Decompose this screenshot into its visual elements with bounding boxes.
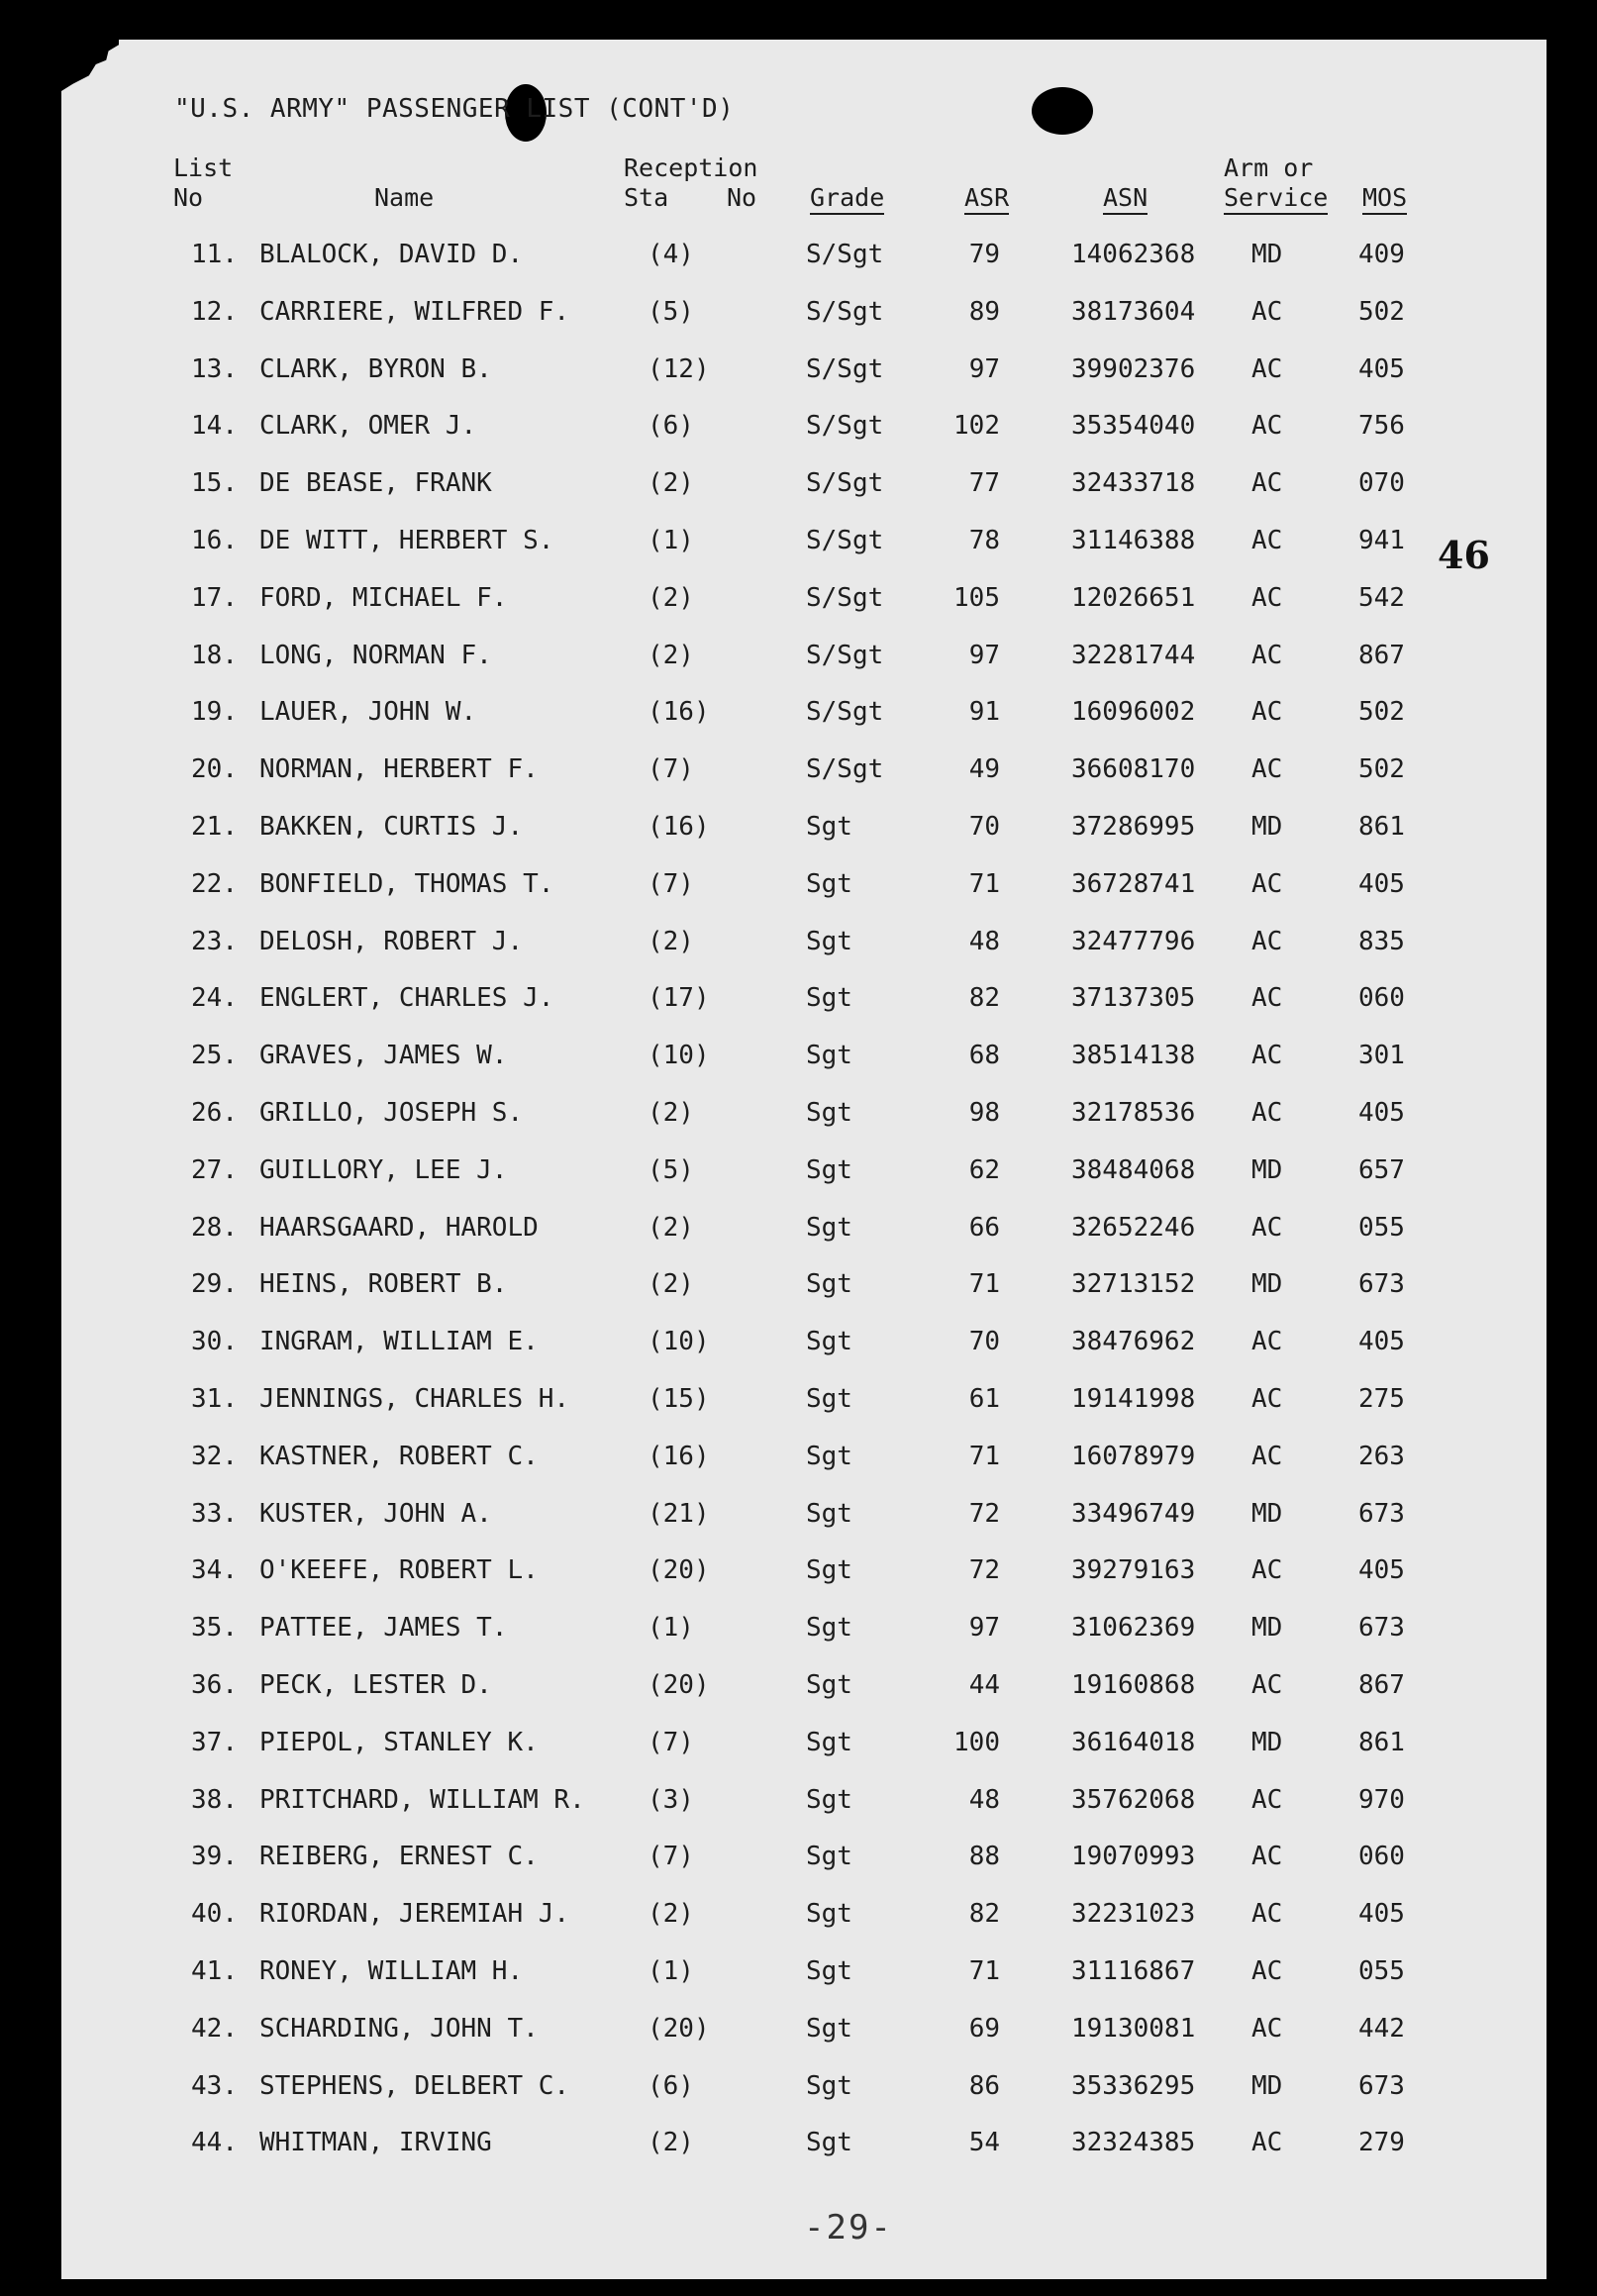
name-cell: BAKKEN, CURTIS J. <box>259 812 524 842</box>
grade-cell: S/Sgt <box>806 468 884 499</box>
arm-cell: AC <box>1251 2128 1283 2158</box>
name-cell: BLALOCK, DAVID D. <box>259 240 524 269</box>
mos-cell: 673 <box>1358 1498 1405 1529</box>
arm-cell: AC <box>1251 697 1283 728</box>
name-cell: GUILLORY, LEE J. <box>259 1154 508 1185</box>
name-cell: JENNINGS, CHARLES H. <box>259 1384 570 1414</box>
arm-cell: AC <box>1251 1327 1283 1357</box>
asr-cell: 71 <box>968 868 1000 899</box>
grade-cell: Sgt <box>806 868 852 899</box>
arm-cell: AC <box>1251 1670 1283 1700</box>
list-number: 33. <box>191 1498 238 1529</box>
mos-cell: 756 <box>1358 411 1405 442</box>
list-number: 29. <box>191 1269 238 1300</box>
asr-cell: 70 <box>968 812 1000 842</box>
grade-cell: Sgt <box>806 1498 852 1529</box>
asr-cell: 71 <box>968 1956 1000 1986</box>
reception-sta: (7) <box>648 1727 694 1757</box>
list-number: 12. <box>191 296 238 327</box>
name-cell: PATTEE, JAMES T. <box>259 1613 508 1644</box>
name-cell: HEINS, ROBERT B. <box>259 1269 508 1300</box>
asn-cell: 35336295 <box>1071 2070 1196 2101</box>
asn-cell: 31146388 <box>1071 526 1196 555</box>
name-cell: NORMAN, HERBERT F. <box>259 754 539 785</box>
name-cell: LONG, NORMAN F. <box>259 640 492 670</box>
arm-cell: MD <box>1251 240 1283 269</box>
mos-cell: 405 <box>1358 1327 1405 1357</box>
mos-cell: 867 <box>1358 1670 1405 1700</box>
list-number: 21. <box>191 812 238 842</box>
asn-cell: 19130081 <box>1071 2013 1196 2044</box>
grade-cell: Sgt <box>806 1784 852 1815</box>
grade-cell: S/Sgt <box>806 754 884 785</box>
grade-cell: Sgt <box>806 1441 852 1471</box>
asr-cell: 98 <box>968 1098 1000 1128</box>
arm-cell: AC <box>1251 1041 1283 1071</box>
list-number: 11. <box>191 240 238 269</box>
arm-cell: AC <box>1251 468 1283 499</box>
name-cell: PIEPOL, STANLEY K. <box>259 1727 539 1757</box>
grade-cell: Sgt <box>806 2013 852 2044</box>
arm-cell: MD <box>1251 1727 1283 1757</box>
reception-sta: (2) <box>648 1269 694 1300</box>
name-cell: WHITMAN, IRVING <box>259 2128 492 2158</box>
arm-cell: MD <box>1251 1613 1283 1644</box>
asr-cell: 105 <box>953 582 1000 613</box>
grade-cell: S/Sgt <box>806 296 884 327</box>
mos-cell: 941 <box>1358 526 1405 555</box>
header-mos: MOS <box>1362 183 1407 215</box>
mos-cell: 405 <box>1358 1555 1405 1586</box>
name-cell: STEPHENS, DELBERT C. <box>259 2070 570 2101</box>
asr-cell: 97 <box>968 353 1000 384</box>
list-number: 16. <box>191 526 238 555</box>
header-grade: Grade <box>810 183 884 215</box>
mos-cell: 502 <box>1358 697 1405 728</box>
name-cell: CLARK, BYRON B. <box>259 353 492 384</box>
asn-cell: 33496749 <box>1071 1498 1196 1529</box>
arm-cell: MD <box>1251 1154 1283 1185</box>
mos-cell: 405 <box>1358 868 1405 899</box>
asn-cell: 32652246 <box>1071 1212 1196 1243</box>
arm-cell: AC <box>1251 2013 1283 2044</box>
list-number: 28. <box>191 1212 238 1243</box>
grade-cell: S/Sgt <box>806 526 884 555</box>
asn-cell: 39902376 <box>1071 353 1196 384</box>
reception-sta: (20) <box>648 1670 710 1700</box>
arm-cell: AC <box>1251 353 1283 384</box>
reception-sta: (1) <box>648 1613 694 1644</box>
name-cell: PECK, LESTER D. <box>259 1670 492 1700</box>
header-name: Name <box>374 183 435 212</box>
asr-cell: 48 <box>968 926 1000 956</box>
mos-cell: 673 <box>1358 1613 1405 1644</box>
header-asn: ASN <box>1103 183 1148 215</box>
reception-sta: (10) <box>648 1327 710 1357</box>
list-number: 13. <box>191 353 238 384</box>
reception-sta: (12) <box>648 353 710 384</box>
arm-cell: AC <box>1251 1555 1283 1586</box>
document-page <box>61 40 1547 2279</box>
list-number: 31. <box>191 1384 238 1414</box>
list-number: 14. <box>191 411 238 442</box>
header-arm-or: Arm or <box>1224 153 1314 182</box>
asr-cell: 68 <box>968 1041 1000 1071</box>
name-cell: FORD, MICHAEL F. <box>259 582 508 613</box>
asr-cell: 97 <box>968 640 1000 670</box>
asr-cell: 89 <box>968 296 1000 327</box>
asr-cell: 86 <box>968 2070 1000 2101</box>
reception-sta: (2) <box>648 1098 694 1128</box>
asr-cell: 88 <box>968 1842 1000 1872</box>
name-cell: RONEY, WILLIAM H. <box>259 1956 524 1986</box>
grade-cell: Sgt <box>806 1154 852 1185</box>
mos-cell: 070 <box>1358 468 1405 499</box>
asn-cell: 31116867 <box>1071 1956 1196 1986</box>
asn-cell: 16078979 <box>1071 1441 1196 1471</box>
mos-cell: 542 <box>1358 582 1405 613</box>
asn-cell: 16096002 <box>1071 697 1196 728</box>
mos-cell: 409 <box>1358 240 1405 269</box>
arm-cell: AC <box>1251 411 1283 442</box>
header-reception: Reception <box>624 153 758 182</box>
reception-sta: (10) <box>648 1041 710 1071</box>
asn-cell: 32324385 <box>1071 2128 1196 2158</box>
asr-cell: 72 <box>968 1555 1000 1586</box>
grade-cell: S/Sgt <box>806 697 884 728</box>
mos-cell: 835 <box>1358 926 1405 956</box>
asr-cell: 102 <box>953 411 1000 442</box>
grade-cell: Sgt <box>806 1899 852 1930</box>
arm-cell: AC <box>1251 1098 1283 1128</box>
reception-sta: (1) <box>648 526 694 555</box>
name-cell: LAUER, JOHN W. <box>259 697 477 728</box>
arm-cell: AC <box>1251 296 1283 327</box>
name-cell: O'KEEFE, ROBERT L. <box>259 1555 539 1586</box>
page-footer-number: -29- <box>804 2208 893 2247</box>
header-service: Service <box>1224 183 1328 215</box>
reception-sta: (2) <box>648 582 694 613</box>
list-number: 30. <box>191 1327 238 1357</box>
arm-cell: AC <box>1251 926 1283 956</box>
arm-cell: AC <box>1251 983 1283 1014</box>
mos-cell: 673 <box>1358 2070 1405 2101</box>
reception-sta: (16) <box>648 812 710 842</box>
mos-cell: 055 <box>1358 1956 1405 1986</box>
asn-cell: 37137305 <box>1071 983 1196 1014</box>
reception-sta: (5) <box>648 1154 694 1185</box>
name-cell: RIORDAN, JEREMIAH J. <box>259 1899 570 1930</box>
mos-cell: 861 <box>1358 812 1405 842</box>
asn-cell: 19160868 <box>1071 1670 1196 1700</box>
list-number: 24. <box>191 983 238 1014</box>
arm-cell: AC <box>1251 754 1283 785</box>
reception-sta: (16) <box>648 697 710 728</box>
header-sta: Sta <box>624 183 669 212</box>
name-cell: DE BEASE, FRANK <box>259 468 492 499</box>
arm-cell: AC <box>1251 1842 1283 1872</box>
arm-cell: AC <box>1251 640 1283 670</box>
name-cell: DELOSH, ROBERT J. <box>259 926 524 956</box>
asr-cell: 61 <box>968 1384 1000 1414</box>
asn-cell: 38484068 <box>1071 1154 1196 1185</box>
asr-cell: 44 <box>968 1670 1000 1700</box>
reception-sta: (16) <box>648 1441 710 1471</box>
mos-cell: 442 <box>1358 2013 1405 2044</box>
arm-cell: AC <box>1251 526 1283 555</box>
asr-cell: 91 <box>968 697 1000 728</box>
list-number: 22. <box>191 868 238 899</box>
list-number: 40. <box>191 1899 238 1930</box>
reception-sta: (6) <box>648 411 694 442</box>
reception-sta: (3) <box>648 1784 694 1815</box>
asn-cell: 36164018 <box>1071 1727 1196 1757</box>
reception-sta: (7) <box>648 754 694 785</box>
list-number: 27. <box>191 1154 238 1185</box>
list-number: 19. <box>191 697 238 728</box>
asn-cell: 32713152 <box>1071 1269 1196 1300</box>
reception-sta: (1) <box>648 1956 694 1986</box>
asn-cell: 14062368 <box>1071 240 1196 269</box>
list-number: 36. <box>191 1670 238 1700</box>
asr-cell: 77 <box>968 468 1000 499</box>
asr-cell: 71 <box>968 1269 1000 1300</box>
grade-cell: Sgt <box>806 1384 852 1414</box>
asr-cell: 71 <box>968 1441 1000 1471</box>
list-number: 41. <box>191 1956 238 1986</box>
arm-cell: AC <box>1251 582 1283 613</box>
grade-cell: S/Sgt <box>806 582 884 613</box>
reception-sta: (2) <box>648 468 694 499</box>
reception-sta: (2) <box>648 926 694 956</box>
asr-cell: 78 <box>968 526 1000 555</box>
name-cell: CARRIERE, WILFRED F. <box>259 296 570 327</box>
name-cell: CLARK, OMER J. <box>259 411 477 442</box>
list-number: 43. <box>191 2070 238 2101</box>
list-number: 32. <box>191 1441 238 1471</box>
asr-cell: 69 <box>968 2013 1000 2044</box>
name-cell: DE WITT, HERBERT S. <box>259 526 554 555</box>
mos-cell: 502 <box>1358 754 1405 785</box>
grade-cell: S/Sgt <box>806 353 884 384</box>
name-cell: SCHARDING, JOHN T. <box>259 2013 539 2044</box>
asn-cell: 35354040 <box>1071 411 1196 442</box>
mos-cell: 301 <box>1358 1041 1405 1071</box>
asr-cell: 62 <box>968 1154 1000 1185</box>
name-cell: KASTNER, ROBERT C. <box>259 1441 539 1471</box>
arm-cell: AC <box>1251 1441 1283 1471</box>
mos-cell: 657 <box>1358 1154 1405 1185</box>
grade-cell: Sgt <box>806 1670 852 1700</box>
asr-cell: 66 <box>968 1212 1000 1243</box>
grade-cell: Sgt <box>806 1555 852 1586</box>
name-cell: ENGLERT, CHARLES J. <box>259 983 554 1014</box>
asn-cell: 37286995 <box>1071 812 1196 842</box>
arm-cell: AC <box>1251 1784 1283 1815</box>
arm-cell: MD <box>1251 1269 1283 1300</box>
asn-cell: 32281744 <box>1071 640 1196 670</box>
asn-cell: 31062369 <box>1071 1613 1196 1644</box>
name-cell: REIBERG, ERNEST C. <box>259 1842 539 1872</box>
asn-cell: 38173604 <box>1071 296 1196 327</box>
grade-cell: Sgt <box>806 1269 852 1300</box>
name-cell: GRILLO, JOSEPH S. <box>259 1098 524 1128</box>
list-number: 39. <box>191 1842 238 1872</box>
header-reception-no: No <box>727 183 757 212</box>
list-number: 42. <box>191 2013 238 2044</box>
name-cell: BONFIELD, THOMAS T. <box>259 868 554 899</box>
list-number: 44. <box>191 2128 238 2158</box>
mos-cell: 279 <box>1358 2128 1405 2158</box>
asr-cell: 82 <box>968 1899 1000 1930</box>
list-number: 20. <box>191 754 238 785</box>
asn-cell: 39279163 <box>1071 1555 1196 1586</box>
list-number: 38. <box>191 1784 238 1815</box>
asn-cell: 35762068 <box>1071 1784 1196 1815</box>
reception-sta: (7) <box>648 1842 694 1872</box>
mos-cell: 405 <box>1358 1899 1405 1930</box>
grade-cell: Sgt <box>806 2128 852 2158</box>
list-number: 35. <box>191 1613 238 1644</box>
mos-cell: 055 <box>1358 1212 1405 1243</box>
asn-cell: 19070993 <box>1071 1842 1196 1872</box>
asn-cell: 32433718 <box>1071 468 1196 499</box>
reception-sta: (2) <box>648 1899 694 1930</box>
mos-cell: 275 <box>1358 1384 1405 1414</box>
arm-cell: MD <box>1251 2070 1283 2101</box>
punch-hole-right <box>1032 87 1093 135</box>
reception-sta: (20) <box>648 1555 710 1586</box>
grade-cell: Sgt <box>806 1842 852 1872</box>
torn-corner <box>61 40 119 91</box>
arm-cell: AC <box>1251 1212 1283 1243</box>
arm-cell: AC <box>1251 1384 1283 1414</box>
mos-cell: 673 <box>1358 1269 1405 1300</box>
asn-cell: 32477796 <box>1071 926 1196 956</box>
mos-cell: 867 <box>1358 640 1405 670</box>
asr-cell: 79 <box>968 240 1000 269</box>
asr-cell: 54 <box>968 2128 1000 2158</box>
asr-cell: 97 <box>968 1613 1000 1644</box>
reception-sta: (2) <box>648 1212 694 1243</box>
name-cell: HAARSGAARD, HAROLD <box>259 1212 539 1243</box>
mos-cell: 060 <box>1358 1842 1405 1872</box>
asn-cell: 12026651 <box>1071 582 1196 613</box>
asr-cell: 70 <box>968 1327 1000 1357</box>
reception-sta: (2) <box>648 2128 694 2158</box>
arm-cell: MD <box>1251 1498 1283 1529</box>
reception-sta: (2) <box>648 640 694 670</box>
asn-cell: 38476962 <box>1071 1327 1196 1357</box>
mos-cell: 405 <box>1358 353 1405 384</box>
asn-cell: 32231023 <box>1071 1899 1196 1930</box>
grade-cell: Sgt <box>806 2070 852 2101</box>
list-number: 25. <box>191 1041 238 1071</box>
grade-cell: Sgt <box>806 1098 852 1128</box>
reception-sta: (5) <box>648 296 694 327</box>
reception-sta: (17) <box>648 983 710 1014</box>
grade-cell: Sgt <box>806 812 852 842</box>
grade-cell: Sgt <box>806 1613 852 1644</box>
list-number: 26. <box>191 1098 238 1128</box>
header-asr: ASR <box>964 183 1009 215</box>
reception-sta: (6) <box>648 2070 694 2101</box>
mos-cell: 405 <box>1358 1098 1405 1128</box>
name-cell: INGRAM, WILLIAM E. <box>259 1327 539 1357</box>
grade-cell: Sgt <box>806 1041 852 1071</box>
asr-cell: 82 <box>968 983 1000 1014</box>
reception-sta: (4) <box>648 240 694 269</box>
grade-cell: Sgt <box>806 1327 852 1357</box>
grade-cell: Sgt <box>806 1956 852 1986</box>
list-number: 18. <box>191 640 238 670</box>
mos-cell: 970 <box>1358 1784 1405 1815</box>
asr-cell: 100 <box>953 1727 1000 1757</box>
grade-cell: Sgt <box>806 1727 852 1757</box>
page-title: "U.S. ARMY" PASSENGER LIST (CONT'D) <box>174 94 735 124</box>
grade-cell: Sgt <box>806 983 852 1014</box>
mos-cell: 502 <box>1358 296 1405 327</box>
list-number: 17. <box>191 582 238 613</box>
reception-sta: (15) <box>648 1384 710 1414</box>
asn-cell: 19141998 <box>1071 1384 1196 1414</box>
asn-cell: 38514138 <box>1071 1041 1196 1071</box>
header-list-no: No <box>173 183 204 212</box>
name-cell: PRITCHARD, WILLIAM R. <box>259 1784 585 1815</box>
mos-cell: 263 <box>1358 1441 1405 1471</box>
name-cell: GRAVES, JAMES W. <box>259 1041 508 1071</box>
arm-cell: AC <box>1251 1899 1283 1930</box>
reception-sta: (7) <box>648 868 694 899</box>
name-cell: KUSTER, JOHN A. <box>259 1498 492 1529</box>
asn-cell: 32178536 <box>1071 1098 1196 1128</box>
reception-sta: (21) <box>648 1498 710 1529</box>
mos-cell: 060 <box>1358 983 1405 1014</box>
mos-cell: 861 <box>1358 1727 1405 1757</box>
reception-sta: (20) <box>648 2013 710 2044</box>
side-page-number: 46 <box>1438 533 1490 577</box>
arm-cell: AC <box>1251 868 1283 899</box>
list-number: 37. <box>191 1727 238 1757</box>
asn-cell: 36608170 <box>1071 754 1196 785</box>
grade-cell: S/Sgt <box>806 411 884 442</box>
grade-cell: S/Sgt <box>806 640 884 670</box>
header-list: List <box>173 153 234 182</box>
grade-cell: S/Sgt <box>806 240 884 269</box>
list-number: 23. <box>191 926 238 956</box>
grade-cell: Sgt <box>806 1212 852 1243</box>
asr-cell: 49 <box>968 754 1000 785</box>
asn-cell: 36728741 <box>1071 868 1196 899</box>
arm-cell: AC <box>1251 1956 1283 1986</box>
grade-cell: Sgt <box>806 926 852 956</box>
list-number: 15. <box>191 468 238 499</box>
arm-cell: MD <box>1251 812 1283 842</box>
list-number: 34. <box>191 1555 238 1586</box>
asr-cell: 72 <box>968 1498 1000 1529</box>
asr-cell: 48 <box>968 1784 1000 1815</box>
